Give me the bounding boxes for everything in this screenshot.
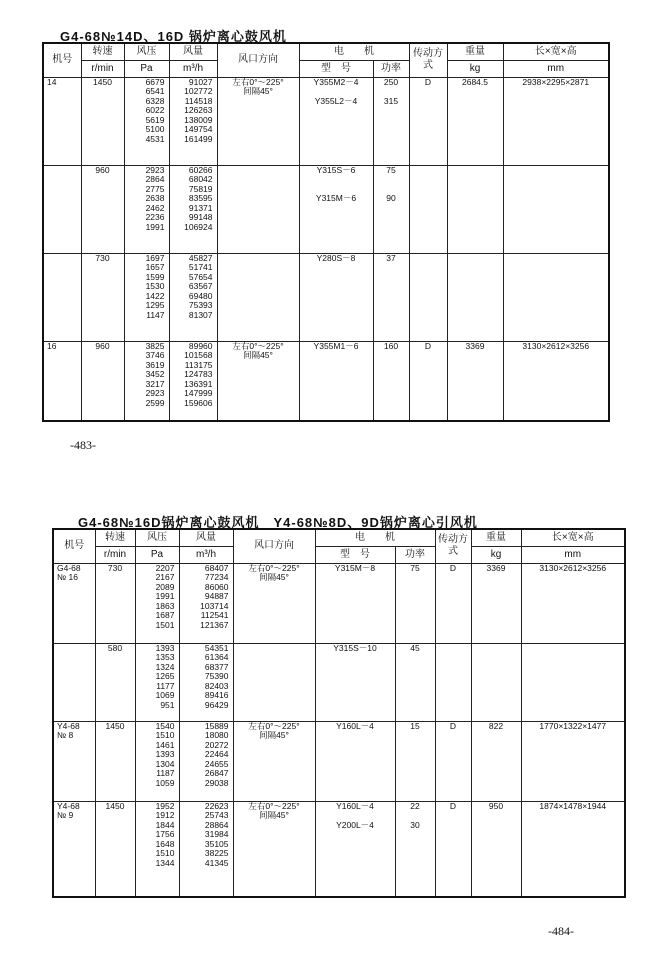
flow-value: 113175	[184, 359, 213, 370]
flow-value: 159606	[184, 398, 213, 409]
dims-value	[503, 165, 609, 253]
page1-table-body	[43, 77, 609, 421]
direction-line: 间隔45°	[243, 86, 273, 97]
table-row	[43, 341, 609, 421]
col-flow-unit: m³/h	[179, 546, 233, 563]
fan-number	[43, 165, 81, 253]
dims-value: 1874×1478×1944	[521, 801, 625, 897]
motor-model: Y355M2－4	[313, 76, 359, 87]
pressure-value: 1912	[155, 810, 175, 821]
pressure-value: 1657	[145, 262, 165, 273]
col-pressure-unit: Pa	[135, 546, 179, 563]
direction-line: 左右0°～225°	[248, 720, 300, 731]
flow-value: 114518	[184, 95, 213, 106]
dims-value: 1770×1322×1477	[521, 721, 625, 801]
motor-models	[299, 165, 373, 253]
motor-power: 45	[410, 642, 420, 653]
flow-value: 75390	[204, 671, 229, 682]
motor-model: Y355M1－6	[313, 340, 359, 351]
flow-value: 102772	[184, 86, 213, 97]
table-row	[43, 165, 609, 253]
direction-value	[233, 721, 315, 801]
flow-value: 63567	[188, 281, 213, 292]
pressure-values	[124, 165, 169, 253]
direction-line: 间隔45°	[243, 350, 273, 361]
flow-value: 45827	[188, 252, 213, 263]
motor-powers	[395, 801, 435, 897]
motor-model: Y200L－4	[336, 819, 374, 830]
pressure-value: 1756	[155, 829, 175, 840]
page2-table-body	[53, 563, 625, 897]
flow-value: 101568	[184, 350, 213, 361]
pressure-value: 4531	[145, 134, 165, 145]
flow-values	[169, 165, 217, 253]
pressure-value: 1687	[155, 610, 175, 621]
flow-value: 31984	[204, 829, 229, 840]
speed-value: 730	[95, 563, 135, 643]
flow-value: 91027	[188, 76, 213, 87]
col-dims-header: 长×宽×高	[521, 529, 625, 546]
speed-value: 1450	[95, 801, 135, 897]
page2-page-number: -484-	[548, 924, 574, 938]
flow-value: 91371	[188, 202, 213, 213]
fan-number-line: № 8	[57, 730, 74, 741]
pressure-value: 2864	[145, 174, 165, 185]
fan-number	[43, 253, 81, 341]
flow-value: 89416	[204, 690, 229, 701]
motor-power: 37	[386, 252, 396, 263]
flow-values	[179, 721, 233, 801]
motor-power: 160	[383, 340, 399, 351]
motor-model: Y315M－6	[315, 193, 357, 204]
fan-number	[43, 77, 81, 165]
drive-value: D	[409, 77, 447, 165]
motor-power: 15	[410, 720, 420, 731]
col-speed-unit: r/min	[95, 546, 135, 563]
pressure-value: 3619	[145, 359, 165, 370]
direction-line: 间隔45°	[259, 730, 289, 741]
col-speed-header: 转速	[95, 529, 135, 546]
speed-value: 1450	[95, 721, 135, 801]
pressure-value: 1648	[155, 838, 175, 849]
page1-title: G4-68№14D、16D 锅炉离心鼓风机	[60, 29, 287, 44]
col-flow-header: 风量	[169, 43, 217, 60]
pressure-value: 1069	[155, 690, 175, 701]
pressure-value: 2236	[145, 212, 165, 223]
col-power-header: 功率	[373, 60, 409, 77]
pressure-value: 1510	[155, 848, 175, 859]
col-no-header: 机号	[53, 529, 95, 563]
flow-values	[169, 253, 217, 341]
flow-value: 57654	[188, 271, 213, 282]
drive-value: D	[435, 801, 471, 897]
flow-value: 75393	[188, 300, 213, 311]
direction-value	[233, 643, 315, 721]
weight-value: 3369	[447, 341, 503, 421]
flow-value: 124783	[184, 369, 213, 380]
pressure-value: 1697	[145, 252, 165, 263]
flow-value: 51741	[188, 262, 213, 273]
col-model-header: 型 号	[315, 546, 395, 563]
pressure-value: 1461	[155, 739, 175, 750]
fan-number-line: G4-68	[57, 562, 81, 573]
pressure-value: 1295	[145, 300, 165, 311]
page1-page-number: -483-	[70, 438, 96, 452]
speed-value: 1450	[81, 77, 124, 165]
weight-value	[447, 253, 503, 341]
flow-value: 82403	[204, 680, 229, 691]
pressure-value: 1501	[155, 620, 175, 631]
motor-power: 250	[383, 76, 399, 87]
flow-value: 54351	[204, 642, 229, 653]
flow-value: 147999	[184, 388, 213, 399]
fan-number	[53, 643, 95, 721]
pressure-value: 5100	[145, 124, 165, 135]
col-speed-header: 转速	[81, 43, 124, 60]
col-drive-header: 传动方式	[409, 43, 447, 77]
pressure-value: 2089	[155, 581, 175, 592]
pressure-value: 1187	[156, 768, 175, 779]
motor-powers	[373, 165, 409, 253]
motor-models	[315, 643, 395, 721]
drive-value	[409, 253, 447, 341]
dims-value: 3130×2612×3256	[521, 563, 625, 643]
direction-value	[217, 253, 299, 341]
motor-power: 75	[386, 164, 396, 175]
weight-value: 3369	[471, 563, 521, 643]
col-pressure-unit: Pa	[124, 60, 169, 77]
flow-value: 112541	[200, 610, 229, 621]
direction-value	[233, 801, 315, 897]
fan-number-line: Y4-68	[57, 720, 80, 731]
motor-models	[315, 563, 395, 643]
flow-value: 68407	[204, 562, 229, 573]
col-direction-header: 风口方向	[233, 529, 315, 563]
flow-values	[179, 801, 233, 897]
col-dims-header: 长×宽×高	[503, 43, 609, 60]
flow-value: 60266	[188, 164, 213, 175]
col-flow-header: 风量	[179, 529, 233, 546]
pressure-value: 6022	[145, 105, 165, 116]
flow-value: 83595	[188, 193, 213, 204]
motor-models	[299, 253, 373, 341]
pressure-values	[135, 563, 179, 643]
direction-line: 左右0°～225°	[232, 76, 284, 87]
page2-table-header	[53, 529, 625, 563]
pressure-value: 3452	[145, 369, 165, 380]
col-speed-unit: r/min	[81, 60, 124, 77]
motor-powers	[373, 253, 409, 341]
motor-model: Y160L－4	[336, 720, 374, 731]
speed-value: 960	[81, 341, 124, 421]
motor-model: Y315M－8	[334, 562, 376, 573]
flow-values	[179, 643, 233, 721]
pressure-value: 1530	[145, 281, 165, 292]
motor-model: Y315S－6	[316, 164, 356, 175]
flow-value: 89960	[188, 340, 213, 351]
pressure-value: 2923	[145, 388, 165, 399]
motor-model: Y315S－10	[333, 642, 377, 653]
pressure-values	[135, 721, 179, 801]
page2-title: G4-68№16D锅炉离心鼓风机 Y4-68№8D、9D锅炉离心引风机	[78, 515, 478, 530]
flow-value: 41345	[204, 858, 229, 869]
fan-number-line: 14	[47, 76, 57, 87]
flow-value: 149754	[184, 124, 213, 135]
pressure-value: 951	[160, 700, 175, 711]
col-pressure-header: 风压	[124, 43, 169, 60]
fan-number	[53, 801, 95, 897]
pressure-value: 2462	[145, 202, 165, 213]
col-dims-unit: mm	[521, 546, 625, 563]
weight-value: 822	[471, 721, 521, 801]
flow-value: 96429	[204, 700, 229, 711]
flow-value: 126263	[184, 105, 213, 116]
pressure-value: 3217	[145, 378, 165, 389]
pressure-value: 1177	[156, 680, 175, 691]
dims-value: 2938×2295×2871	[503, 77, 609, 165]
col-flow-unit: m³/h	[169, 60, 217, 77]
direction-value	[233, 563, 315, 643]
flow-value: 81307	[188, 310, 213, 321]
weight-value	[471, 643, 521, 721]
flow-value: 161499	[184, 134, 213, 145]
page2-spec-table	[52, 528, 626, 898]
col-power-header: 功率	[395, 546, 435, 563]
motor-models	[299, 341, 373, 421]
flow-value: 68377	[204, 661, 229, 672]
page1-table-header	[43, 43, 609, 77]
fan-number-line: № 9	[57, 810, 74, 821]
direction-line: 左右0°～225°	[248, 562, 300, 573]
flow-value: 138009	[184, 114, 213, 125]
drive-value: D	[409, 341, 447, 421]
col-motor-header: 电 机	[299, 43, 409, 60]
flow-value: 29038	[204, 778, 229, 789]
page1-spec-table	[42, 42, 610, 422]
flow-values	[179, 563, 233, 643]
table-row	[53, 801, 625, 897]
pressure-value: 1265	[155, 671, 175, 682]
motor-powers	[395, 643, 435, 721]
pressure-value: 3825	[145, 340, 165, 351]
col-direction-header: 风口方向	[217, 43, 299, 77]
flow-value: 121367	[200, 620, 229, 631]
flow-value: 22464	[204, 749, 229, 760]
motor-models	[299, 77, 373, 165]
weight-value: 950	[471, 801, 521, 897]
pressure-value: 3746	[145, 350, 165, 361]
col-weight-unit: kg	[447, 60, 503, 77]
weight-value: 2684.5	[447, 77, 503, 165]
flow-value: 86060	[204, 581, 229, 592]
flow-value: 26847	[204, 768, 229, 779]
motor-power: 75	[410, 562, 420, 573]
flow-value: 35105	[204, 838, 229, 849]
direction-line: 间隔45°	[259, 810, 289, 821]
drive-value: D	[435, 721, 471, 801]
pressure-value: 5619	[145, 114, 165, 125]
col-drive-header: 传动方式	[435, 529, 471, 563]
pressure-value: 1393	[155, 749, 175, 760]
col-weight-header: 重量	[471, 529, 521, 546]
speed-value: 730	[81, 253, 124, 341]
flow-value: 22623	[204, 800, 229, 811]
col-motor-header: 电 机	[315, 529, 435, 546]
pressure-values	[124, 341, 169, 421]
pressure-value: 1059	[155, 778, 175, 789]
motor-power: 315	[383, 95, 399, 106]
table-row	[43, 253, 609, 341]
flow-value: 77234	[204, 572, 229, 583]
pressure-values	[124, 77, 169, 165]
fan-number	[53, 721, 95, 801]
flow-value: 94887	[204, 591, 229, 602]
fan-number-line: Y4-68	[57, 800, 80, 811]
motor-power: 90	[386, 193, 396, 204]
flow-value: 103714	[200, 600, 229, 611]
flow-value: 75819	[188, 183, 213, 194]
direction-line: 间隔45°	[259, 572, 289, 583]
speed-value: 960	[81, 165, 124, 253]
col-pressure-header: 风压	[135, 529, 179, 546]
direction-line: 左右0°～225°	[248, 800, 300, 811]
col-no-header: 机号	[43, 43, 81, 77]
motor-power: 22	[410, 800, 420, 811]
col-model-header: 型 号	[299, 60, 373, 77]
pressure-value: 2167	[155, 572, 175, 583]
pressure-value: 1422	[145, 290, 165, 301]
pressure-value: 6679	[145, 76, 165, 87]
flow-value: 99148	[188, 212, 213, 223]
pressure-value: 1599	[145, 271, 165, 282]
dims-value	[503, 253, 609, 341]
motor-powers	[373, 77, 409, 165]
flow-value: 61364	[204, 652, 229, 663]
flow-values	[169, 341, 217, 421]
pressure-value: 1991	[145, 222, 165, 233]
weight-value	[447, 165, 503, 253]
pressure-value: 1344	[155, 858, 175, 869]
pressure-values	[135, 643, 179, 721]
table-row	[43, 77, 609, 165]
pressure-values	[124, 253, 169, 341]
pressure-value: 2638	[145, 193, 165, 204]
motor-model: Y160L－4	[336, 800, 374, 811]
motor-models	[315, 801, 395, 897]
flow-value: 28864	[204, 819, 229, 830]
pressure-value: 1844	[155, 819, 175, 830]
pressure-value: 2599	[145, 398, 165, 409]
flow-value: 136391	[184, 378, 213, 389]
pressure-value: 1510	[155, 730, 175, 741]
flow-value: 68042	[188, 174, 213, 185]
flow-value: 20272	[204, 739, 229, 750]
flow-value: 38225	[204, 848, 229, 859]
table-row	[53, 563, 625, 643]
pressure-value: 1991	[155, 591, 175, 602]
flow-value: 18080	[204, 730, 229, 741]
col-weight-header: 重量	[447, 43, 503, 60]
pressure-values	[135, 801, 179, 897]
flow-value: 25743	[204, 810, 229, 821]
pressure-value: 1952	[155, 800, 175, 811]
col-weight-unit: kg	[471, 546, 521, 563]
motor-models	[315, 721, 395, 801]
fan-number	[53, 563, 95, 643]
flow-value: 24655	[204, 758, 229, 769]
pressure-value: 6328	[145, 95, 165, 106]
table-row	[53, 721, 625, 801]
pressure-value: 1147	[146, 310, 165, 321]
pressure-value: 1353	[155, 652, 175, 663]
fan-number-line: № 16	[57, 572, 78, 583]
drive-value: D	[435, 563, 471, 643]
flow-values	[169, 77, 217, 165]
direction-line: 左右0°～225°	[232, 340, 284, 351]
fan-number	[43, 341, 81, 421]
dims-value: 3130×2612×3256	[503, 341, 609, 421]
motor-powers	[395, 721, 435, 801]
flow-value: 15889	[204, 720, 229, 731]
flow-value: 106924	[184, 222, 213, 233]
drive-value	[435, 643, 471, 721]
pressure-value: 1540	[155, 720, 175, 731]
direction-value	[217, 165, 299, 253]
flow-value: 69480	[188, 290, 213, 301]
motor-model: Y355L2－4	[314, 95, 358, 106]
drive-value	[409, 165, 447, 253]
speed-value: 580	[95, 643, 135, 721]
pressure-value: 1863	[155, 600, 175, 611]
pressure-value: 1304	[155, 758, 175, 769]
pressure-value: 2207	[155, 562, 175, 573]
motor-powers	[373, 341, 409, 421]
direction-value	[217, 341, 299, 421]
pressure-value: 6541	[145, 86, 165, 97]
pressure-value: 1324	[155, 661, 175, 672]
table-row	[53, 643, 625, 721]
pressure-value: 1393	[155, 642, 175, 653]
direction-value	[217, 77, 299, 165]
pressure-value: 2775	[145, 183, 165, 194]
motor-power: 30	[410, 819, 420, 830]
col-dims-unit: mm	[503, 60, 609, 77]
motor-powers	[395, 563, 435, 643]
motor-model: Y280S－8	[316, 252, 356, 263]
dims-value	[521, 643, 625, 721]
fan-number-line: 16	[47, 340, 57, 351]
pressure-value: 2923	[145, 164, 165, 175]
